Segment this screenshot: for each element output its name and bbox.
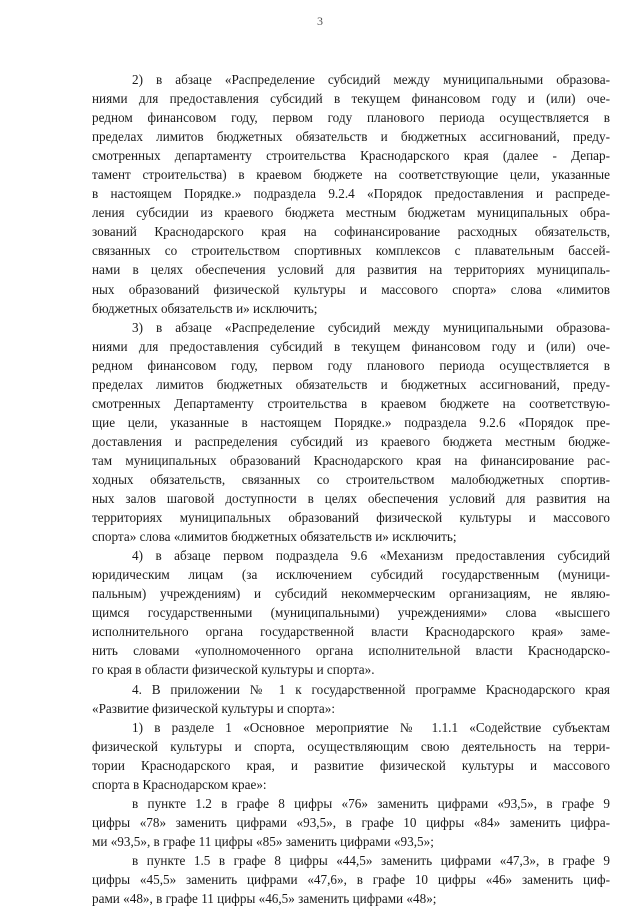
text-line: зований Краснодарского края на софинансирование расходных обязательств,: [92, 224, 610, 240]
text-line: 2) в абзаце «Распределение субсидий между муниципальными образова-: [132, 72, 610, 87]
text-line: пальным) учреждениям) и субсидий некоммерческим организациям, не являю-: [92, 586, 610, 602]
text-line: ходных обязательств, связанных со строительством малобюджетных спортив-: [92, 471, 610, 487]
text-line: ниями для предоставления субсидий в текущем финансовом году и (или) оче-: [92, 338, 610, 354]
text-line: щие цели, указанные в настоящем Порядке.» подраздела 9.2.6 «Порядок пре-: [92, 414, 610, 430]
text-line: щимся государственными (муниципальными) учреждениями» слова «высшего: [92, 605, 610, 621]
text-line: го края в области физической культуры и спорта».: [92, 662, 375, 678]
text-line: 4. В приложении № 1 к государственной программе Краснодарского края: [132, 681, 610, 697]
text-line: ниями для предоставления субсидий в текущем финансовом году и (или) оче-: [92, 91, 610, 107]
text-line: тамент строительства) в краевом бюджете на соответствующие цели, указанные: [92, 167, 610, 183]
text-line: пределах лимитов бюджетных обязательств и бюджетных ассигнований, преду-: [92, 376, 610, 392]
text-line: доставления и распределения субсидий из краевого бюджета местным бюдже-: [92, 433, 610, 449]
text-line: в пункте 1.5 в графе 8 цифры «44,5» заменить цифрами «47,3», в графе 9: [132, 852, 610, 868]
text-line: смотренных департаменту строительства Краснодарского края (далее - Депар-: [92, 148, 610, 164]
text-line: спорта в Краснодарском крае»:: [92, 776, 267, 792]
text-line: нами в целях обеспечения условий для развития на территориях муниципаль-: [92, 262, 610, 278]
text-line: 3) в абзаце «Распределение субсидий между муниципальными образова-: [132, 319, 610, 335]
text-line: ления субсидии из краевого бюджета местным бюджетам муниципальных обра-: [92, 205, 610, 221]
text-line: ных залов шаговой доступности в целях обеспечения условий для развития на: [92, 491, 610, 507]
text-line: редном финансовом году, первом году планового периода осуществляется в: [92, 110, 610, 126]
page-number: 3: [317, 14, 323, 28]
text-line: территориях муниципальных образований физической культуры и массового: [92, 510, 610, 526]
text-line: редном финансовом году, первом году планового периода осуществляется в: [92, 357, 610, 373]
text-line: нить словами «уполномоченного органа исполнительной власти Краснодарско-: [92, 643, 610, 659]
text-line: там муниципальных образований Краснодарского края на финансирование рас-: [92, 452, 610, 468]
text-line: бюджетных обязательств и» исключить;: [92, 300, 318, 316]
text-line: ми «93,5», в графе 11 цифры «85» заменить цифрами «93,5»;: [92, 833, 434, 849]
text-line: в настоящем Порядке.» подраздела 9.2.4 «Порядок предоставления и распреде-: [92, 186, 610, 202]
text-line: физической культуры и спорта, осуществляющим свою деятельность на терри-: [92, 738, 610, 754]
text-line: тории Краснодарского края, и развитие физической культуры и массового: [92, 757, 610, 773]
text-line: связанных со строительством спортивных комплексов с плавательным бассей-: [92, 243, 610, 259]
document-body: [92, 70, 610, 908]
text-line: пределах лимитов бюджетных обязательств и бюджетных ассигнований, преду-: [92, 129, 610, 145]
text-line: смотренных Департаменту строительства в краевом бюджете на соответствую-: [92, 395, 610, 411]
text-line: 1) в разделе 1 «Основное мероприятие № 1.1.1 «Содействие субъектам: [132, 719, 610, 735]
text-line: цифры «78» заменить цифрами «93,5», в графе 10 цифры «84» заменить цифра-: [92, 814, 610, 830]
text-line: рами «48», в графе 11 цифры «46,5» заменить цифрами «48»;: [92, 891, 437, 907]
text-line: цифры «45,5» заменить цифрами «47,6», в графе 10 цифры «46» заменить циф-: [92, 871, 610, 887]
text-line: в пункте 1.2 в графе 8 цифры «76» заменить цифрами «93,5», в графе 9: [132, 795, 610, 811]
text-line: «Развитие физической культуры и спорта»:: [92, 700, 336, 716]
text-line: ных образований физической культуры и массового спорта» слова «лимитов: [92, 281, 610, 297]
text-line: 4) в абзаце первом подраздела 9.6 «Механизм предоставления субсидий: [132, 548, 610, 564]
text-line: спорта» слова «лимитов бюджетных обязательств и» исключить;: [92, 529, 457, 545]
text-line: исполнительного органа государственной власти Краснодарского края» заме-: [92, 624, 610, 640]
text-line: юридическим лицам (за исключением субсидий государственным (муници-: [92, 567, 610, 583]
